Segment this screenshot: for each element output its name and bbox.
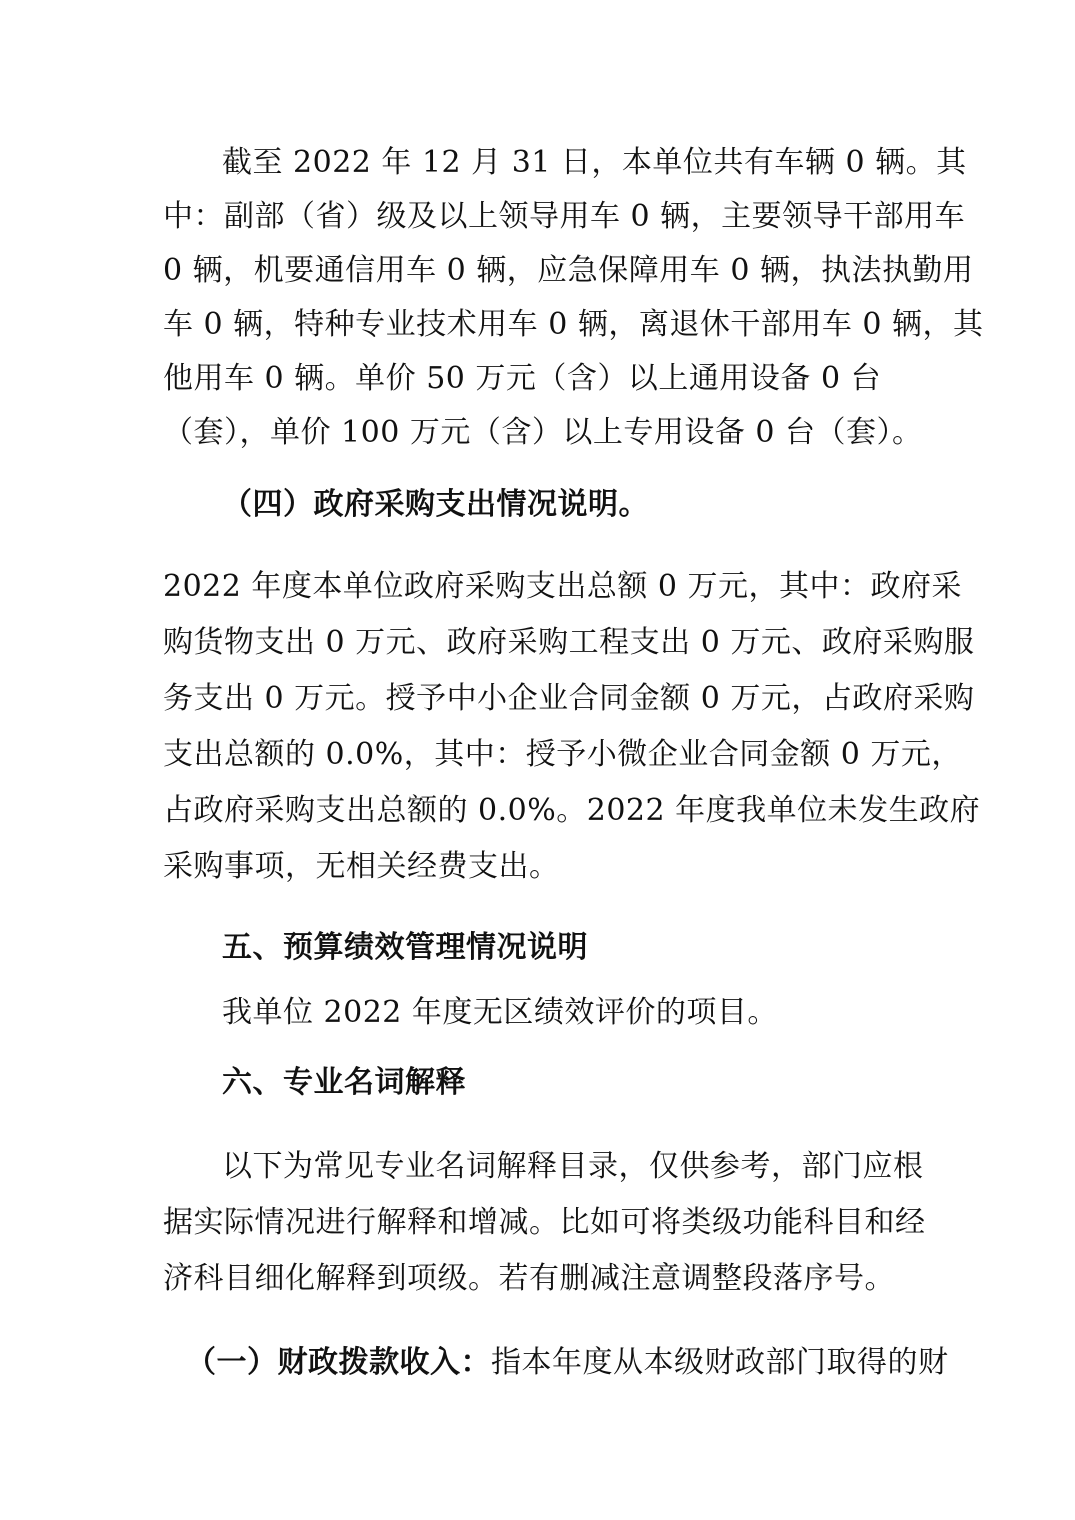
section4-heading: （四）政府采购支出情况说明。	[222, 487, 649, 522]
performance-text: 我单位 2022 年度无区绩效评价的项目。	[222, 995, 778, 1030]
vehicles-para-line-5: 他用车 0 辆。单价 50 万元（含）以上通用设备 0 台	[163, 361, 882, 396]
vehicles-para-line-4: 车 0 辆，特种专业技术用车 0 辆，离退休干部用车 0 辆，其	[163, 307, 984, 342]
term1-line	[186, 1343, 949, 1383]
vehicles-para-line-3: 0 辆，机要通信用车 0 辆，应急保障用车 0 辆，执法执勤用	[163, 253, 974, 288]
glossary-intro-line-1: 以下为常见专业名词解释目录，仅供参考，部门应根	[222, 1149, 924, 1184]
procurement-para-line-6: 采购事项，无相关经费支出。	[163, 849, 560, 884]
section6-heading: 六、专业名词解释	[222, 1065, 466, 1100]
vehicles-para-line-1: 截至 2022 年 12 月 31 日，本单位共有车辆 0 辆。其	[222, 145, 967, 180]
vehicles-para-line-6: （套），单价 100 万元（含）以上专用设备 0 台（套）。	[163, 415, 923, 450]
procurement-para-line-4: 支出总额的 0.0%，其中：授予小微企业合同金额 0 万元，	[163, 737, 962, 772]
procurement-para-line-5: 占政府采购支出总额的 0.0%。2022 年度我单位未发生政府	[163, 793, 981, 828]
procurement-para-line-3: 务支出 0 万元。授予中小企业合同金额 0 万元，占政府采购	[163, 681, 975, 716]
vehicles-para-line-2: 中：副部（省）级及以上领导用车 0 辆，主要领导干部用车	[163, 199, 966, 234]
section5-heading: 五、预算绩效管理情况说明	[222, 930, 588, 965]
procurement-para-line-1: 2022 年度本单位政府采购支出总额 0 万元，其中：政府采	[163, 569, 963, 604]
term1-definition: 指本年度从本级财政部门取得的财	[491, 1345, 949, 1380]
glossary-intro-line-3: 济科目细化解释到项级。若有删减注意调整段落序号。	[163, 1261, 895, 1296]
term1-label: （一）财政拨款收入：	[186, 1345, 491, 1380]
glossary-intro-line-2: 据实际情况进行解释和增减。比如可将类级功能科目和经	[163, 1205, 926, 1240]
procurement-para-line-2: 购货物支出 0 万元、政府采购工程支出 0 万元、政府采购服	[163, 625, 975, 660]
